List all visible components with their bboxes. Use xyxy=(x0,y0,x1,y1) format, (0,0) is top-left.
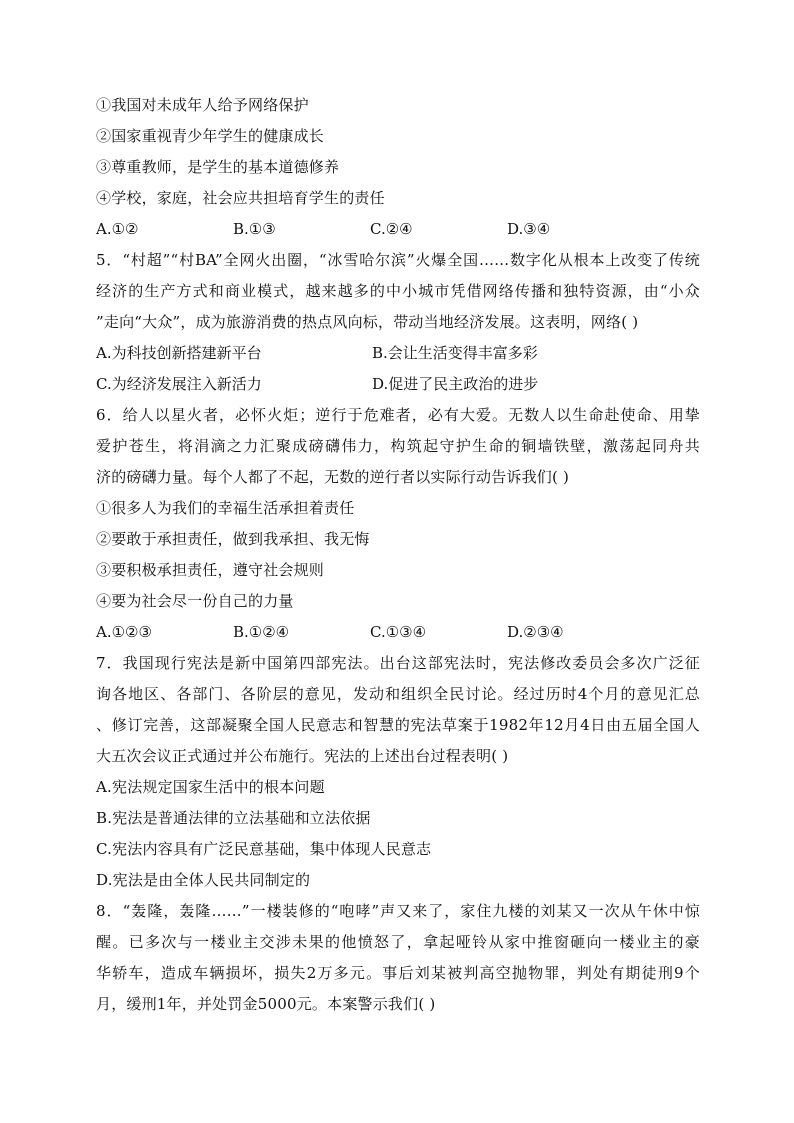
option-c: C.①③④ xyxy=(370,623,427,641)
stem-line: 爱护苍生，将涓滴之力汇聚成磅礴伟力，构筑起守护生命的铜墙铁壁，激荡起同舟共 xyxy=(96,437,700,455)
option-c: C.宪法内容具有广泛民意基础，集中体现人民意志 xyxy=(96,840,432,858)
option-a: A.宪法规定国家生活中的根本问题 xyxy=(96,778,325,796)
statement: ①我国对未成年人给予网络保护 xyxy=(96,96,309,114)
stem-line: 经济的生产方式和商业模式，越来越多的中小城市凭借网络传播和独特资源，由“小众 xyxy=(96,282,700,300)
option-b: B.宪法是普通法律的立法基础和立法依据 xyxy=(96,809,371,827)
stem-line: 、修订完善，这部凝聚全国人民意志和智慧的宪法草案于1982年12月4日由五届全国人 xyxy=(96,716,700,734)
option-b: B.①③ xyxy=(233,220,276,238)
stem-line: 大五次会议正式通过并公布施行。宪法的上述出台过程表明( ) xyxy=(96,747,509,765)
stem-line: 6．给人以星火者，必怀火炬；逆行于危难者，必有大爱。无数人以生命赴使命、用挚 xyxy=(96,406,700,424)
statement: ①很多人为我们的幸福生活承担着责任 xyxy=(96,499,355,517)
option-a: A.为科技创新搭建新平台 xyxy=(96,344,262,362)
option-a: A.①②③ xyxy=(96,623,152,641)
question-7-options xyxy=(96,772,700,896)
statement: ③尊重教师，是学生的基本道德修养 xyxy=(96,158,340,176)
stem-line: 月，缓刑1年，并处罚金5000元。本案警示我们( ) xyxy=(96,995,436,1013)
question-5-options-row-2 xyxy=(96,369,700,400)
stem-line: 华轿车，造成车辆损坏，损失2万多元。事后刘某被判高空抛物罪，判处有期徒刑9个 xyxy=(96,964,700,982)
question-4-options xyxy=(96,214,700,245)
statement: ②要敢于承担责任，做到我承担、我无悔 xyxy=(96,530,370,548)
option-d: D.②③④ xyxy=(507,623,564,641)
question-7-stem xyxy=(96,648,700,772)
question-8-stem xyxy=(96,896,700,1020)
option-d: D.宪法是由全体人民共同制定的 xyxy=(96,871,311,889)
stem-line: 5．“村超”“村BA”全网火出圈，“冰雪哈尔滨”火爆全国……数字化从根本上改变了传统 xyxy=(96,251,700,269)
stem-line: ”走向“大众”，成为旅游消费的热点风向标，带动当地经济发展。这表明，网络( ) xyxy=(96,313,639,331)
stem-line: 济的磅礴力量。每个人都了不起，无数的逆行者以实际行动告诉我们( ) xyxy=(96,468,570,486)
option-b: B.会让生活变得丰富多彩 xyxy=(372,344,538,362)
stem-line: 8．“轰隆，轰隆……”一楼装修的“咆哮”声又来了，家住九楼的刘某又一次从午休中惊 xyxy=(96,902,700,920)
stem-line: 7．我国现行宪法是新中国第四部宪法。出台这部宪法时，宪法修改委员会多次广泛征 xyxy=(96,654,700,672)
question-4-statements xyxy=(96,90,700,214)
question-6-statements xyxy=(96,493,700,617)
option-d: D.促进了民主政治的进步 xyxy=(372,375,539,393)
stem-line: 醒。已多次与一楼业主交涉未果的他愤怒了，拿起哑铃从家中推窗砸向一楼业主的豪 xyxy=(96,933,700,951)
option-c: C.②④ xyxy=(370,220,413,238)
question-6-stem xyxy=(96,400,700,493)
option-b: B.①②④ xyxy=(233,623,290,641)
statement: ④学校，家庭，社会应共担培育学生的责任 xyxy=(96,189,385,207)
statement: ③要积极承担责任，遵守社会规则 xyxy=(96,561,325,579)
question-5-options-row-1 xyxy=(96,338,700,369)
stem-line: 询各地区、各部门、各阶层的意见，发动和组织全民讨论。经过历时4个月的意见汇总 xyxy=(96,685,700,703)
page-content xyxy=(96,90,700,1020)
option-a: A.①② xyxy=(96,220,139,238)
statement: ②国家重视青少年学生的健康成长 xyxy=(96,127,325,145)
question-6-options xyxy=(96,617,700,648)
option-c: C.为经济发展注入新活力 xyxy=(96,375,262,393)
question-5-stem xyxy=(96,245,700,338)
option-d: D.③④ xyxy=(507,220,551,238)
statement: ④要为社会尽一份自己的力量 xyxy=(96,592,294,610)
